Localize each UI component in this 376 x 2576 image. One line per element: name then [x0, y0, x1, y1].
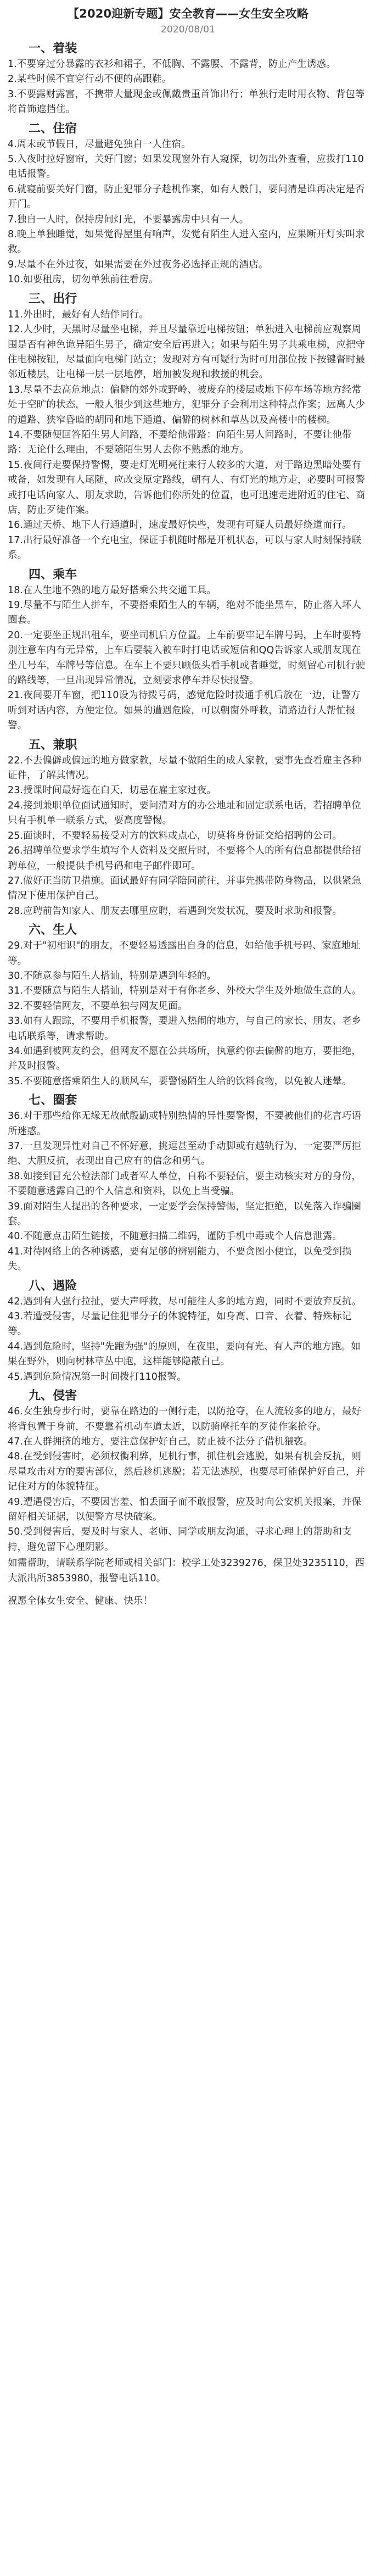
tip-item: 4.周末或节假日，尽量避免独自一人住宿。 [8, 138, 191, 150]
tip-item: 26.招聘单位要求学生填写个人资料及交照片时，不要将个人的所有信息都提供给招聘单位，一般提供手机号码和电子邮件即可。 [8, 845, 362, 872]
tip-item: 24.接到兼职单位面试通知时，要问清对方的办公地址和固定联系电话，若招聘单位只有手机单一联系方式，要高度警惕。 [8, 800, 362, 827]
section-heading: 九、侵害 [29, 1389, 77, 1403]
tip-item: 40.不随意点击陌生链接，不随意扫描二维码，谨防手机中毒或个人信息泄露。 [8, 1231, 342, 1242]
tip-item: 11.外出时，最好有人结伴同行。 [8, 309, 149, 320]
section-heading: 二、住宿 [29, 121, 77, 136]
tip-item: 49.遭遇侵害后，不要因害羞、怕丢面子而不敢报警，应及时向公安机关报案，并保留好相关证据，以便警方尽快破案。 [8, 1496, 362, 1523]
tip-item: 27.做好正当防卫措施。面试最好有同学陪同前往，并事先携带防身物品，以供紧急情况下使用保护自己。 [8, 875, 362, 902]
tip-item: 2.某些时候不宜穿行动不便的高跟鞋。 [8, 74, 172, 85]
tip-item: 43.若遭受侵害，尽量记住犯罪分子的体貌特征，如身高、口音、衣着、特殊标记等。 [8, 1311, 352, 1337]
tip-item: 13.尽量不去高危地点：偏僻的郊外或野岭、被废弃的楼层或地下停车场等地方经常处于空旷的状态，一般人很少到这些地方，犯罪分子会利用这种特点作案；远离人少的道路、狭窄昏暗的胡同和地下通道、偏僻的树林和草丛以及高楼中的楼梯。 [8, 384, 366, 426]
closing-message: 祝愿全体女生安全、健康、快乐！ [8, 1595, 153, 1607]
section-heading: 一、着装 [29, 42, 77, 55]
article-date: 2020/08/01 [161, 24, 215, 35]
tip-item: 23.授课时间最好选在白天，切忌在雇主家过夜。 [8, 785, 217, 796]
tip-item: 21.夜间要开车窗，把110设为待拨号码，感觉危险时拨通手机后放在一边，让警方听到对话内容，方便定位。如果的遭遇危险，可以朝窗外呼救，请路边行人帮忙报警。 [8, 690, 361, 732]
tip-item: 31.不要随意与陌生人搭讪，特别是对于有你老乡、外校大学生及外地做生意的人。 [8, 985, 362, 997]
tip-item: 15.夜间行走要保持警惕，要走灯光明亮往来行人较多的大道，对于路边黑暗处要有戒备，如发现有人尾随，应改变原定路线，朝有人、有灯光的地方走，必要时可报警或打电话向家人、朋友求助，告诉他们你所处的位置，也可迅速走进附近的住宅、商店，防止歹徒作案。 [8, 459, 366, 516]
tip-item: 37.一旦发现异性对自己不怀好意，挑逗甚至动手动脚或有越轨行为，一定要严厉拒绝、大胆反抗，表现出自己应有的信念和勇气。 [8, 1141, 362, 1167]
tip-item: 28.应聘前告知家人、朋友去哪里应聘，若遇到突发状况，要及时求助和报警。 [8, 905, 342, 917]
tip-item: 22.不去偏僻或偏远的地方做家教，尽量不做陌生的成人家教，要事先查看雇主各种证件，了解其情况。 [8, 755, 362, 782]
tip-item: 16.通过天桥、地下人行通道时，速度最好快些，发现有可疑人员最好绕道而行。 [8, 520, 352, 531]
tip-item: 50.受到侵害后，要及时与家人、老师、同学或朋友沟通，寻求心理上的帮助和支持，避免留下心理阴影。 [8, 1526, 352, 1553]
tip-item: 19.尽量不与陌生人拼车，不要搭乘陌生人的车辆，绝对不能坐黑车，防止落入坏人圈套。 [8, 600, 362, 626]
tip-item: 35.不要随意搭乘陌生人的顺风车，要警惕陌生人给的饮料食物，以免被人迷晕。 [8, 1075, 352, 1087]
tip-item: 7.独自一人时，保持房间灯光，不要暴露房中只有一人。 [8, 214, 249, 225]
tip-item: 14.不要随便回答陌生男人问路，不要给他带路：向陌生男人问路时，不要让他带路：无论什么理由，不要随陌生男人去你不熟悉的地方。 [8, 429, 352, 456]
section-heading: 八、遇险 [29, 1279, 77, 1293]
tip-item: 33.如有人跟踪，不要用手机报警，要进入热闹的地方，与自己的家长、朋友、老乡电话联系等，请求帮助。 [8, 1016, 362, 1042]
tip-item: 18.在人生地不熟的地方最好搭乘公共交通工具。 [8, 584, 217, 596]
tip-item: 36.对于那些给你无缘无故献殷勤或特别热情的异性要警惕，不要被他们的花言巧语所迷惑。 [8, 1111, 362, 1137]
section-heading: 四、乘车 [29, 567, 77, 582]
tip-item: 8.晚上单独睡觉，如果觉得屋里有响声，发觉有陌生人进入室内，应果断开灯实叫求救。 [8, 229, 365, 255]
contact-info: 如需帮助，请联系学院老师或相关部门：校学工处3239276，保卫处3235110，西大派出所3853980，报警电话110。 [8, 1558, 365, 1584]
tip-item: 44.遇到危险时，坚持"先跑为强"的原则，在夜里，要向有光、有人声的地方跑。如果在野外，则向树林草丛中跑，这样能够隐蔽自己。 [8, 1341, 361, 1368]
section-heading: 三、出行 [29, 292, 77, 306]
tip-item: 12.人少时，天黑时尽量坐电梯，并且尽量靠近电梯按钮；单独进入电梯前应观察周围是否有神色诡异陌生男子，确定安全后再进入；如果与陌生男子共乘电梯，应把守住电梯按钮，尽量面向电梯门站立；发现对方有可疑行为时可用部位按下按键督时最邻近楼层，让电梯一层一层地停，增加被发现和救援的机会。 [8, 324, 366, 381]
article-body [8, 41, 368, 1555]
tip-item: 17.出行最好准备一个充电宝，保证手机随时都是开机状态，可以与家人时刻保持联系。 [8, 534, 362, 561]
tip-item: 34.如遇到被网友约会，但网友不愿在公共场所，执意约你去偏僻的地方，要拒绝，并及时报警。 [8, 1045, 362, 1072]
tip-item: 47.在人群拥挤的地方，要注意保护好自己，防止被不法分子借机猥亵。 [8, 1436, 313, 1447]
tip-item: 5.入夜时拉好窗帘，关好门窗；如果发现窗外有人窥探，切勿出外查看，应拨打110电话报警。 [8, 154, 364, 180]
tip-item: 10.如要租房，切勿单独前往看房。 [8, 274, 159, 286]
tip-item: 3.不要露财露富，不携带大量现金或佩戴贵重首饰出行；单独行走时用衣物、背包等将首饰遮挡住。 [8, 88, 365, 115]
tip-item: 6.就寝前要关好门窗，防止犯罪分子趁机作案，如有人敲门，要问清是谁再决定是否开门。 [8, 183, 365, 210]
tip-item: 45.遇到危险情况第一时间拨打110报警。 [8, 1371, 187, 1382]
tip-item: 29.对于"初相识"的朋友，不要轻易透露出自身的信息，如给他手机号码、家庭地址等。 [8, 940, 361, 967]
tip-item: 30.不随意参与陌生人搭讪，特别是遇到年轻的。 [8, 970, 217, 982]
tip-item: 46.女生独身步行时，要靠在路边的一侧行走，以防抢夺，在人流较多的地方，最好将背包置于身前，不要靠着机动车道太近，以防骑摩托车的歹徒作案抢夺。 [8, 1406, 362, 1432]
tip-item: 20.一定要坐正规出租车，要坐司机后方位置。上车前要牢记车牌号码，上车时要特别注意车内有无异常，上车后要装入被车时打电话或短信和QQ告诉家人或朋友现在坐几号车，车牌号等信息。在车上不要只顾低头看手机或者睡觉，时刻留心司机行驶的路线等，一旦出现异常情况，立刻要求停车并尽快报警。 [8, 629, 366, 687]
tip-item: 9.尽量不在外过夜，如果需要在外过夜务必选择正规的酒店。 [8, 259, 268, 270]
section-heading: 五、兼职 [29, 738, 77, 752]
tip-item: 41.对待网络上的各种诱惑，要有足够的辨别能力，不要贪图小便宜，以免受到损失。 [8, 1246, 352, 1273]
tip-item: 39.面对陌生人提出的各种要求，一定要学会保持警惕，坚定拒绝，以免落入诈骗圈套。 [8, 1201, 362, 1228]
tip-item: 1.不要穿过分暴露的衣衫和裙子，不低胸、不露腰、不露背，防止产生诱惑。 [8, 59, 336, 70]
tip-item: 48.在受到侵害时，必须权衡利弊，见机行事，抓住机会逃脱，如果有机会反抗，则尽量攻击对方的要害部位，然后趁机逃脱；若无法逃脱，也要尽可能保护好自己，并记住对方的体貌特征。 [8, 1451, 366, 1493]
section-heading: 七、圈套 [29, 1094, 77, 1108]
article-title: 【2020迎新专题】安全教育——女生安全攻略 [68, 7, 308, 20]
tip-item: 32.不要轻信网友，不要单独与网友见面。 [8, 1000, 188, 1012]
section-heading: 六、生人 [29, 923, 77, 938]
tip-item: 25.面谈时，不要轻易接受对方的饮料或点心，切莫将身份证交给招聘的公司。 [8, 830, 342, 841]
tip-item: 42.遇到有人强行拉扯，要大声呼救，尽可能往人多的地方跑，同时不要放弃反抗。 [8, 1296, 362, 1307]
tip-item: 38.如接到冒充公检法部门或者军人单位，自称不要轻信，要主动核实对方的身份，不要随意透露自己的个人信息和资料，以免上当受骗。 [8, 1170, 362, 1197]
